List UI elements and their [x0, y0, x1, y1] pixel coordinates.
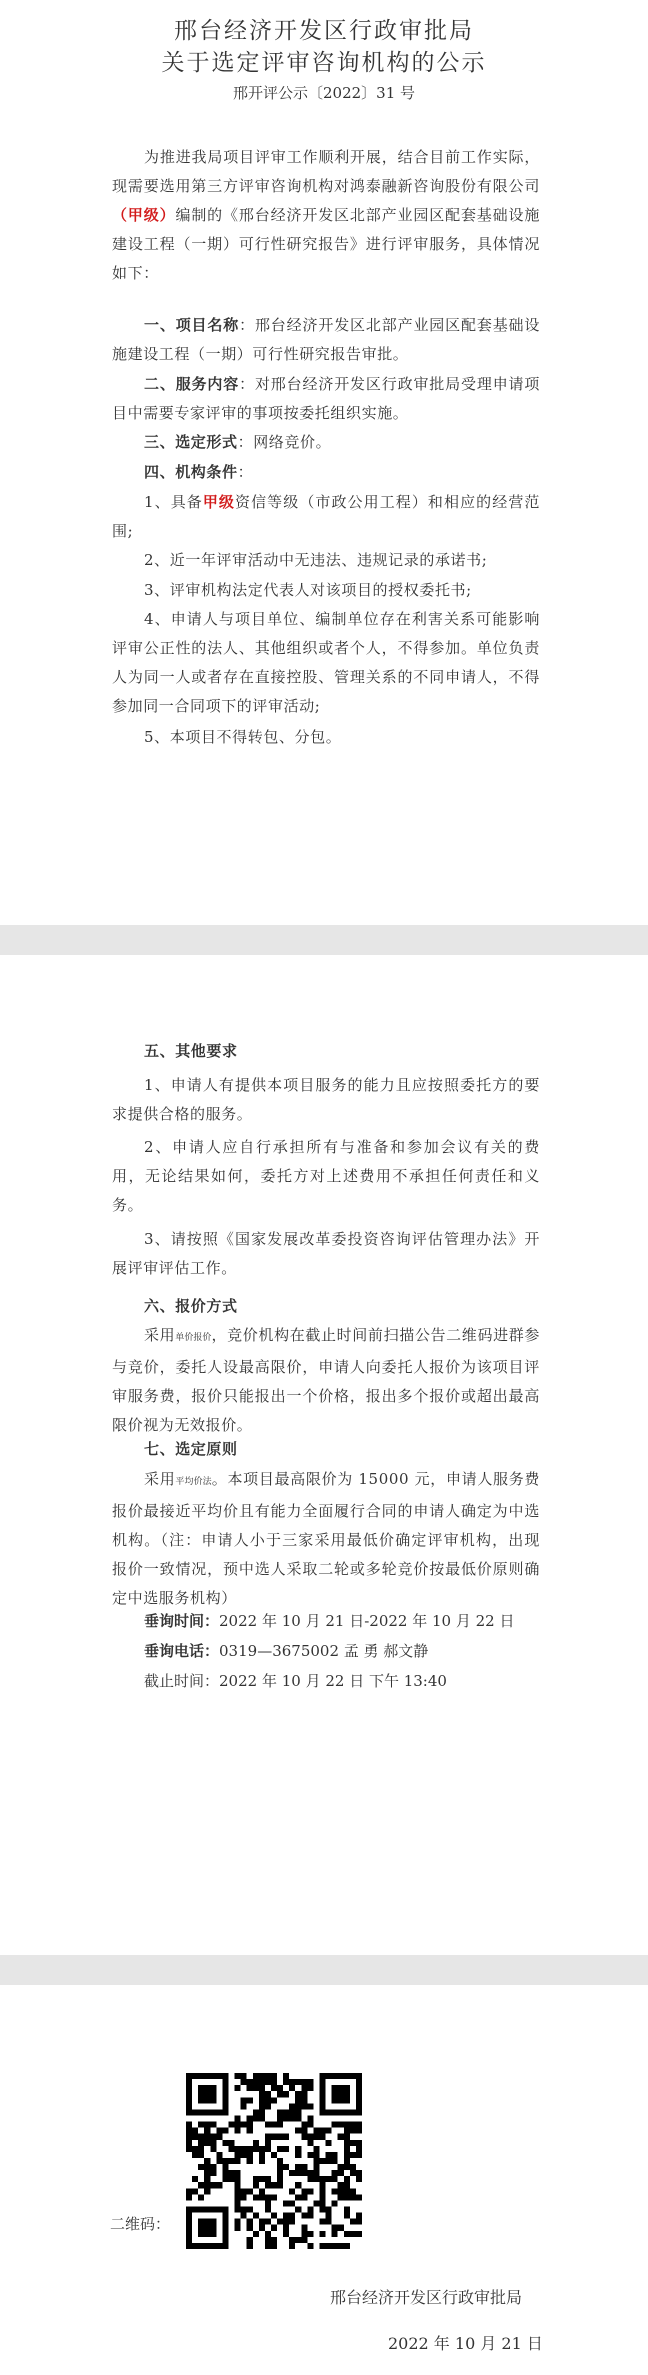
other-req-1: 1、申请人有提供本项目服务的能力且应按照委托方的要求提供合格的服务。 — [112, 1076, 540, 1123]
doc-number: 邢开评公示〔2022〕31 号 — [232, 84, 416, 102]
section-7 — [112, 1435, 540, 1464]
other-req-3: 3、请按照《国家发展改革委投资咨询评估管理办法》开展评审评估工作。 — [112, 1230, 540, 1277]
condition-3: 3、评审机构法定代表人对该项目的授权委托书; — [144, 581, 472, 599]
page-gap-2 — [0, 1955, 648, 1985]
section-6-title: 六、报价方式 — [144, 1297, 238, 1315]
section-5-title: 五、其他要求 — [144, 1042, 238, 1060]
inquiry-time: 垂询时间：2022 年 10 月 21 日-2022 年 10 月 22 日 — [144, 1612, 515, 1630]
section-3: 三、选定形式：网络竞价。 — [144, 433, 332, 451]
deadline: 截止时间：2022 年 10 月 22 日 下午 13:40 — [144, 1672, 447, 1690]
doc-title-line1: 邢台经济开发区行政审批局 — [174, 18, 474, 44]
condition-5: 5、本项目不得转包、分包。 — [144, 728, 342, 746]
section-4: 四、机构条件： — [144, 463, 254, 481]
section-4-title: 四、机构条件 — [144, 463, 238, 481]
grade-highlight-2: 甲级 — [202, 493, 236, 511]
document-page-2 — [0, 955, 648, 1955]
section-1-title: 一、项目名称 — [144, 316, 240, 334]
pricing-paragraph: 采用单价报价，竞价机构在截止时间前扫描公告二维码进群参与竞价，委托人设最高限价，申请人向委托人报价为该项目评审服务费，报价只能报出一个价格，报出多个报价或超出最高限价视为无效报价。 — [112, 1326, 540, 1434]
section-6 — [112, 1292, 540, 1321]
section-7-title: 七、选定原则 — [144, 1440, 238, 1458]
signature-date: 2022 年 10 月 21 日 — [388, 2334, 543, 2353]
section-5 — [112, 1037, 540, 1066]
inquiry-phone: 垂询电话：0319—3675002 孟 勇 郝文静 — [144, 1642, 429, 1660]
other-req-2: 2、申请人应自行承担所有与准备和参加会议有关的费用，无论结果如何，委托方对上述费用不承担任何责任和义务。 — [112, 1138, 540, 1214]
signature-org: 邢台经济开发区行政审批局 — [330, 2288, 523, 2307]
section-3-title: 三、选定形式 — [144, 433, 238, 451]
grade-highlight: （甲级） — [112, 206, 176, 224]
section-2-title: 二、服务内容 — [144, 375, 240, 393]
condition-2: 2、近一年评审活动中无违法、违规记录的承诺书; — [144, 551, 488, 569]
qr-label: 二维码： — [110, 2215, 171, 2233]
section-1: 一、项目名称：邢台经济开发区北部产业园区配套基础设施建设工程（一期）可行性研究报告审批。 — [112, 316, 540, 363]
condition-1: 1、具备甲级资信等级（市政公用工程）和相应的经营范围; — [112, 493, 540, 540]
intro-paragraph: 为推进我局项目评审工作顺利开展，结合目前工作实际，现需要选用第三方评审咨询机构对鸿泰融新咨询股份有限公司（甲级）编制的《邢台经济开发区北部产业园区配套基础设施建设工程（一期）可行性研究报告》进行评审服务，具体情况如下： — [112, 148, 540, 282]
section-2: 二、服务内容：对邢台经济开发区行政审批局受理申请项目中需要专家评审的事项按委托组织实施。 — [112, 375, 540, 422]
principle-paragraph: 采用平均价法。本项目最高限价为 15000 元，申请人服务费报价最接近平均价且有能力全面履行合同的申请人确定为中选机构。（注：申请人小于三家采用最低价确定评审机构，出现报价一致情况，预中选人采取二轮或多轮竞价按最低价原则确定中选服务机构） — [112, 1470, 540, 1607]
page-gap-1 — [0, 925, 648, 955]
qr-code-icon[interactable] — [186, 2073, 362, 2249]
document-page-1 — [0, 0, 648, 925]
condition-4: 4、申请人与项目单位、编制单位存在利害关系可能影响评审公正性的法人、其他组织或者个人，不得参加。单位负责人为同一人或者存在直接控股、管理关系的不同申请人，不得参加同一合同项下的评审活动; — [112, 610, 540, 715]
doc-title-line2: 关于选定评审咨询机构的公示 — [161, 50, 487, 76]
document-page-3 — [0, 1985, 648, 2375]
